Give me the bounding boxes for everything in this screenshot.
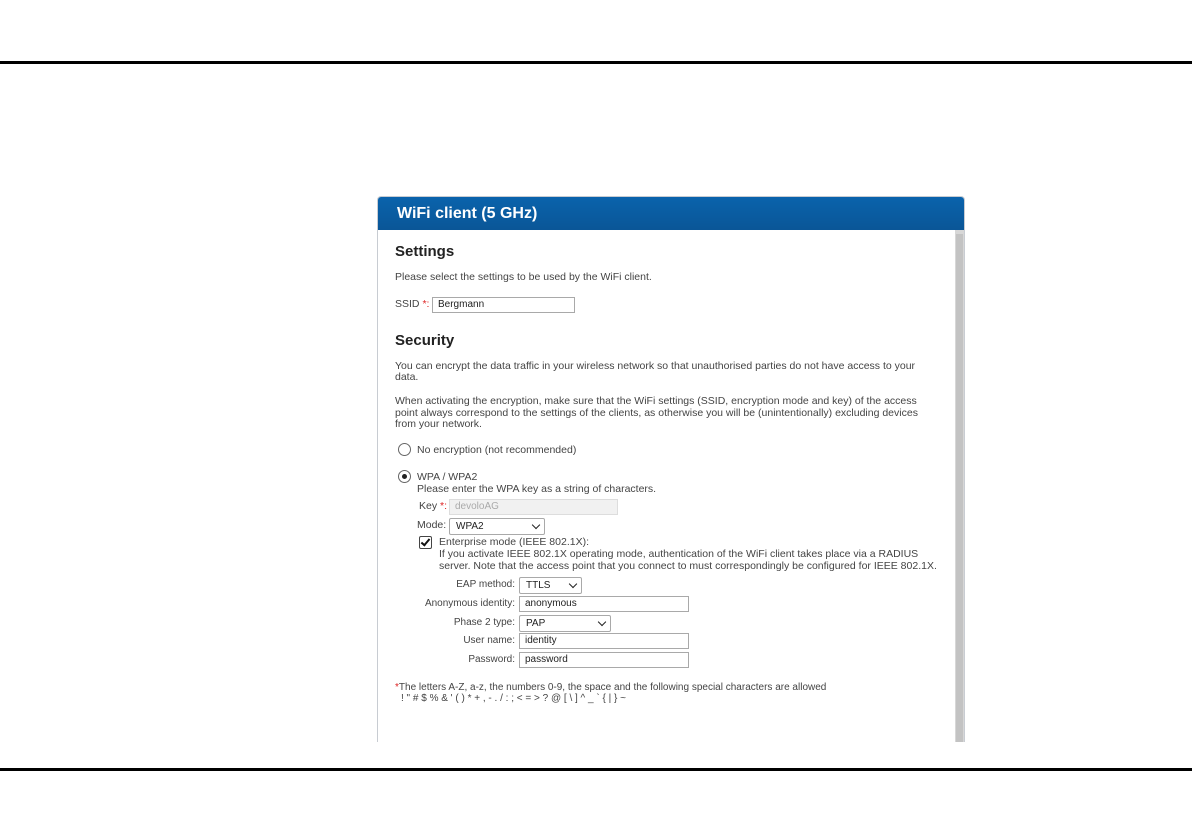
key-label (419, 501, 447, 513)
wpa-radio[interactable] (398, 470, 411, 483)
enterprise-desc-line1: If you activate IEEE 802.1X operating mode, authentication of the WiFi client takes place via a RADIUS (439, 548, 919, 560)
key-required-mark: *: (440, 500, 448, 512)
mode-select-value: WPA2 (456, 521, 484, 532)
security-desc1-line1: You can encrypt the data traffic in your wireless network so that unauthorised parties do not have access to your (395, 360, 916, 372)
security-desc2-line2: point always correspond to the settings of the clients, as otherwise you will be (unintentionally) excluding devices (395, 407, 918, 419)
security-desc2-line1: When activating the encryption, make sure that the WiFi settings (SSID, encryption mode and key) of the access (395, 395, 917, 407)
ssid-input[interactable]: Bergmann (432, 297, 575, 313)
panel-title: WiFi client (5 GHz) (378, 197, 964, 230)
wifi-client-panel (377, 196, 965, 742)
phase2-type-select[interactable] (519, 615, 611, 632)
top-rule (0, 61, 1192, 64)
password-label: Password: (468, 654, 515, 665)
chevron-down-icon (569, 580, 577, 588)
security-heading: Security (395, 332, 455, 349)
username-label: User name: (463, 635, 515, 646)
mode-select[interactable] (449, 518, 545, 535)
bottom-rule (0, 768, 1192, 771)
chevron-down-icon (598, 618, 606, 626)
enterprise-desc-line2: server. Note that the access point that you connect to must correspondingly be configured for IEEE 802.1X. (439, 560, 937, 572)
mode-label: Mode: (417, 519, 447, 531)
anonymous-identity-input[interactable]: anonymous (519, 596, 689, 612)
footnote-line1 (395, 682, 826, 694)
radio-selected-dot (402, 474, 407, 479)
eap-method-label: EAP method: (456, 579, 515, 590)
phase2-type-value: PAP (526, 618, 546, 629)
footnote-text: The letters A-Z, a-z, the numbers 0-9, the space and the following special characters are allowed (398, 682, 827, 693)
wpa-hint: Please enter the WPA key as a string of characters. (417, 483, 657, 495)
security-desc2-line3: from your network. (395, 418, 482, 430)
eap-method-value: TTLS (526, 580, 551, 591)
footnote-star: * (395, 682, 399, 693)
password-input[interactable]: password (519, 652, 689, 668)
no-encryption-radio[interactable] (398, 443, 411, 456)
chevron-down-icon (532, 521, 540, 529)
key-input[interactable]: devoloAG (449, 499, 618, 515)
ssid-label (395, 299, 429, 311)
enterprise-mode-checkbox[interactable] (419, 536, 432, 549)
wpa-label: WPA / WPA2 (417, 471, 478, 483)
settings-heading: Settings (395, 243, 455, 260)
ssid-label-text: SSID (395, 298, 420, 310)
key-label-text: Key (419, 500, 438, 512)
settings-description: Please select the settings to be used by the WiFi client. (395, 271, 652, 283)
username-input[interactable]: identity (519, 633, 689, 649)
anonymous-identity-label: Anonymous identity: (424, 598, 515, 609)
phase2-type-label: Phase 2 type: (453, 617, 515, 628)
enterprise-label: Enterprise mode (IEEE 802.1X): (439, 536, 589, 548)
eap-method-select[interactable] (519, 577, 582, 594)
security-desc1-line2: data. (395, 371, 419, 383)
ssid-required-mark: *: (422, 298, 430, 310)
footnote-line2: ! " # $ % & ' ( ) * + , - . / : ; < = > ? @ [ \ ] ^ _ ` { | } ~ (401, 693, 626, 704)
checkmark-icon (421, 536, 431, 546)
scrollbar-thumb[interactable] (956, 234, 963, 742)
scrollbar[interactable] (955, 230, 964, 742)
no-encryption-label: No encryption (not recommended) (417, 444, 577, 456)
